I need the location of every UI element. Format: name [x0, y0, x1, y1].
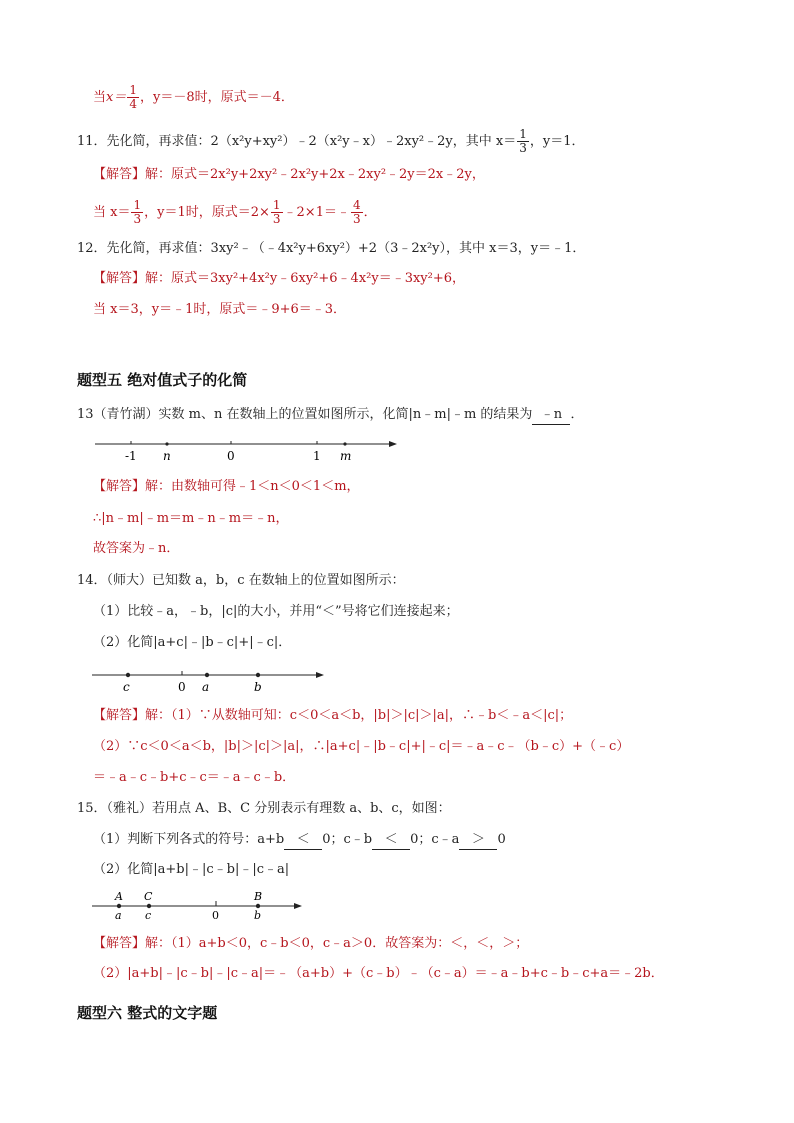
point-c — [126, 673, 130, 677]
text: ，y＝1． — [529, 134, 585, 149]
label-c: c — [123, 680, 130, 694]
axis-arrow — [389, 441, 397, 447]
q14-title: 14．（师大）已知数 a，b，c 在数轴上的位置如图所示： — [77, 573, 405, 588]
q15-answer-1 — [93, 935, 528, 953]
numerator: 1 — [133, 198, 142, 212]
label-a: a — [202, 680, 210, 694]
q13-answer-2: ∴|n﹣m|﹣m＝m﹣n﹣m＝﹣n， — [93, 511, 289, 526]
label-a: a — [115, 909, 122, 922]
q15-title: 15．（雅礼）若用点 A、B、C 分别表示有理数 a、b、c，如图： — [77, 801, 451, 816]
q14-answer-3: ＝﹣a﹣c﹣b+c﹣c＝﹣a﹣c﹣b． — [93, 770, 296, 785]
answer-tag: 【解答】 — [93, 479, 146, 494]
answer-tag: 【解答】 — [93, 708, 146, 723]
text: （1）判断下列各式的符号：a+b — [93, 832, 285, 847]
q13-answer-3: 故答案为﹣n． — [93, 541, 180, 556]
denominator: 3 — [133, 212, 142, 226]
q12-condition: 当 x＝3，y＝﹣1时，原式＝﹣9+6＝﹣3． — [93, 302, 347, 317]
label-b: b — [254, 680, 262, 694]
q11-title — [77, 128, 584, 155]
answer-tag: 【解答】 — [93, 936, 146, 951]
text: ． — [570, 407, 584, 422]
axis-arrow — [316, 672, 324, 678]
point-m — [343, 442, 346, 445]
denominator: 3 — [519, 141, 527, 155]
answer-blank: ＜ — [372, 831, 410, 850]
q10-condition — [93, 84, 294, 111]
q15-answer-2: （2）|a+b|﹣|c﹣b|﹣|c﹣a|＝﹣（a+b）+（c﹣b）﹣（c﹣a）＝﹣a﹣b+c﹣b﹣c+a＝﹣2b． — [93, 966, 664, 981]
label-C: C — [144, 890, 153, 903]
axis-arrow — [294, 903, 302, 909]
label-0: 0 — [227, 449, 235, 463]
label-1: 1 — [313, 449, 321, 463]
point-b — [256, 673, 260, 677]
denominator: 3 — [352, 212, 361, 226]
answer-tag: 【解答】 — [93, 271, 146, 286]
text: 解：（1）∵从数轴可知：c＜0＜a＜b，|b|＞|c|＞|a|，∴﹣b＜﹣a＜|c|； — [145, 708, 573, 723]
text: 0 — [497, 832, 506, 847]
point-C — [147, 904, 151, 908]
q15-part1 — [93, 831, 506, 850]
label-b: b — [254, 909, 262, 922]
point-a — [205, 673, 209, 677]
text: 当 x＝ — [93, 205, 131, 220]
text: 解：（1）a+b＜0，c﹣b＜0，c﹣a＞0．故答案为：＜，＜，＞； — [145, 936, 529, 951]
label-A: A — [115, 890, 123, 903]
fraction — [131, 199, 143, 226]
text: 13（青竹湖）实数 m、n 在数轴上的位置如图所示，化简|n﹣m|﹣m 的结果为 — [77, 407, 533, 422]
q15-part2: （2）化简|a+b|﹣|c﹣b|﹣|c﹣a| — [93, 862, 290, 877]
label-neg1: -1 — [125, 449, 137, 463]
q14-answer-1 — [93, 707, 572, 725]
text: ﹣2×1＝﹣ — [283, 205, 350, 220]
point-B — [256, 904, 260, 908]
fraction — [517, 128, 529, 155]
label-0: 0 — [212, 909, 219, 922]
q12-answer — [93, 270, 465, 288]
denominator: 3 — [272, 212, 281, 226]
q14-part1: （1）比较﹣a，﹣b，|c|的大小，并用“＜”号将它们连接起来； — [93, 604, 459, 619]
point-A — [117, 904, 121, 908]
text: 解：原式＝3xy²+4x²y﹣6xy²+6﹣4x²y＝﹣3xy²+6， — [145, 271, 466, 286]
label-B: B — [254, 890, 263, 903]
q11-answer — [93, 166, 485, 184]
label-0: 0 — [178, 680, 186, 694]
numerator: 1 — [519, 127, 527, 141]
q11-condition — [93, 199, 377, 226]
label-m: m — [340, 449, 352, 463]
section-heading-5: 题型五 绝对值式子的化简 — [77, 371, 248, 389]
q13-answer-1 — [93, 478, 360, 496]
text: 11．先化简，再求值：2（x²y+xy²）﹣2（x²y﹣x）﹣2xy²﹣2y，其中 — [77, 134, 492, 149]
text: 0；c﹣a — [410, 832, 460, 847]
label-c: c — [145, 909, 152, 922]
numerator: 1 — [129, 83, 137, 97]
section-heading-6: 题型六 整式的文字题 — [77, 1004, 218, 1022]
q12-title: 12．先化简，再求值：3xy²﹣（﹣4x²y+6xy²）+2（3﹣2x²y），其中 x＝3，y＝﹣1． — [77, 241, 586, 256]
point-n — [165, 442, 168, 445]
answer-blank: ＜ — [284, 831, 322, 850]
label-n: n — [163, 449, 171, 463]
answer-tag: 【解答】 — [93, 167, 146, 182]
answer-blank: ﹣n — [532, 406, 570, 425]
q15-number-line — [92, 888, 312, 924]
answer-blank: ＞ — [459, 831, 497, 850]
denominator: 4 — [129, 97, 137, 111]
text: ，y＝1时，原式＝2× — [144, 205, 270, 220]
numerator: 4 — [352, 198, 361, 212]
q14-number-line — [92, 665, 332, 695]
text: x＝ — [491, 134, 517, 149]
numerator: 1 — [272, 198, 281, 212]
text: ，y＝－8时，原式＝－4． — [140, 90, 294, 105]
q14-part2: （2）化简|a+c|﹣|b﹣c|+|﹣c|． — [93, 635, 292, 650]
fraction — [271, 199, 283, 226]
fraction — [127, 84, 139, 111]
q14-answer-2: （2）∵c＜0＜a＜b，|b|＞|c|＞|a|，∴|a+c|﹣|b﹣c|+|﹣c|＝﹣a﹣c﹣（b﹣c）+（﹣c） — [93, 739, 630, 754]
text: x＝ — [106, 90, 127, 105]
q13-number-line — [95, 435, 405, 465]
fraction — [351, 199, 363, 226]
text: 解：由数轴可得﹣1＜n＜0＜1＜m， — [145, 479, 360, 494]
text: 当 — [93, 90, 107, 105]
q13-title — [77, 406, 583, 425]
text: 0；c﹣b — [322, 832, 373, 847]
text: ． — [363, 205, 377, 220]
text: 解：原式＝2x²y+2xy²﹣2x²y+2x﹣2xy²﹣2y＝2x﹣2y， — [145, 167, 485, 182]
